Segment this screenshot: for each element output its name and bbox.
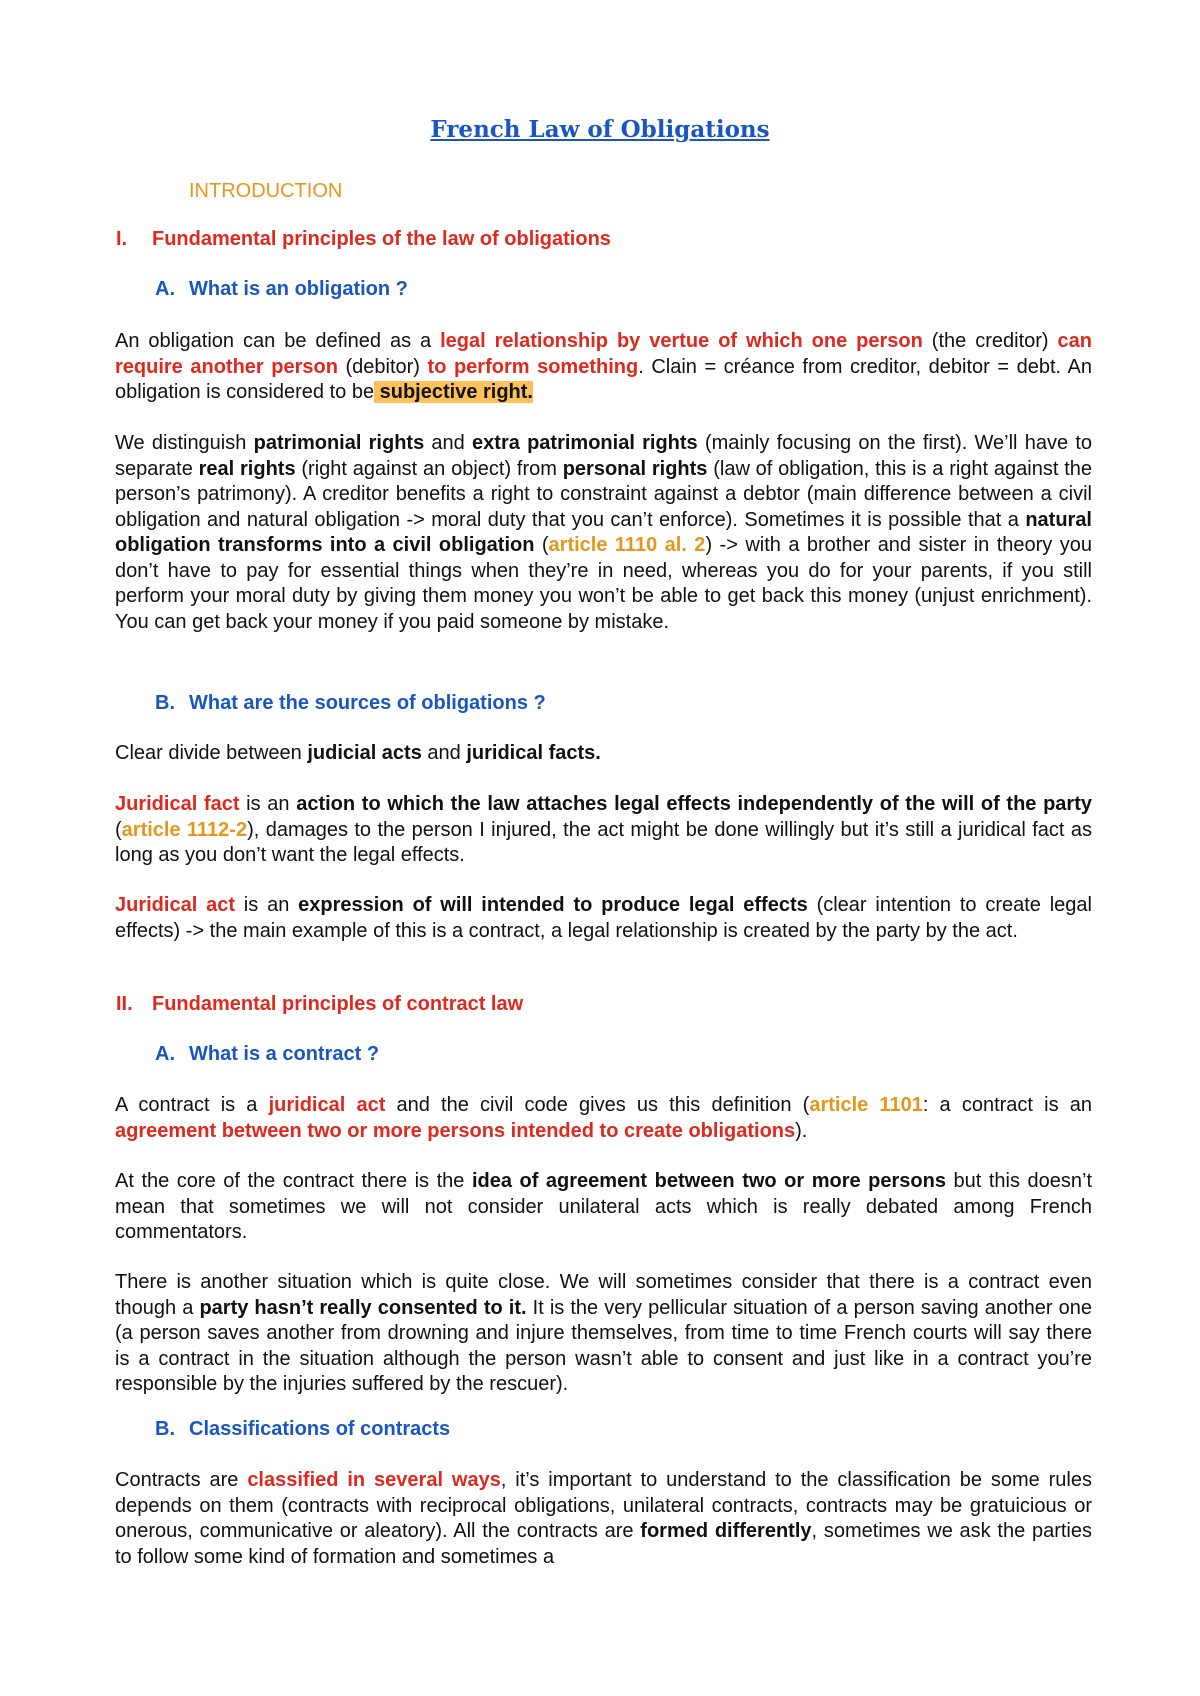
section-number: II. — [116, 993, 133, 1015]
document-title: French Law of Obligations — [430, 116, 770, 143]
paragraph-sources: Clear divide between judicial acts and juridical facts. — [115, 742, 601, 764]
section-2-heading — [116, 993, 523, 1016]
section-title: Fundamental principles of the law of obligations — [152, 228, 611, 250]
subsection-number: A. — [155, 1043, 175, 1065]
subsection-1b-heading — [155, 692, 546, 715]
article-reference: article 1110 al. 2 — [548, 534, 706, 556]
paragraph-core-agreement: At the core of the contract there is the idea of agreement between two or more persons but this doesn’t mean that sometimes we will not consider unilateral acts which is really debated among French commentators. — [115, 1170, 1093, 1243]
paragraph-juridical-act: Juridical act is an expression of will intended to produce legal effects (clear intention to create legal effects) -> the main example of this is a contract, a legal relationship is created by the party by the act. — [115, 894, 1092, 942]
article-reference: article 1112-2 — [121, 818, 248, 841]
section-number: I. — [116, 228, 128, 250]
subsection-title: What is a contract ? — [189, 1043, 380, 1065]
paragraph-juridical-fact: Juridical fact is an action to which the law attaches legal effects independently of the will of the party (article 1112-2), damages to the person I injured, the act might be done willingly but it’s still a juridical fact as long as you don’t want the legal effects. — [115, 793, 1092, 866]
paragraph-contract-definition: A contract is a juridical act and the civil code gives us this definition (article 1101: a contract is an agreement between two or more persons intended to create obligations). — [115, 1094, 1092, 1142]
section-title: Fundamental principles of contract law — [152, 993, 524, 1015]
paragraph-obligation-definition: An obligation can be defined as a legal relationship by vertue of which one person (the creditor) can require another person (debitor) to perform something. Clain = créance from creditor, debitor = debt. An obligation is considered to be subjective right. — [115, 330, 1092, 403]
article-reference: article 1101 — [809, 1094, 923, 1116]
subsection-number: A. — [155, 278, 175, 300]
paragraph-patrimonial-rights: We distinguish patrimonial rights and extra patrimonial rights (mainly focusing on the first). We’ll have to separate real rights (right against an object) from personal rights (law of obligation, this is a right against the person’s patrimony). A creditor benefits a right to constraint against a debtor (main difference between a civil obligation and natural obligation -> moral duty that you can’t enforce). Sometimes it is possible that a natural obligation transforms into a civil obligation (article 1110 al. 2) -> with a brother and sister in theory you don’t have to pay for essential things when they’re in need, whereas you do for your parents, if you still perform your moral duty by giving them money you won’t be able to get back this money (unjust enrichment). You can get back your money if you paid someone by mistake. — [115, 432, 1093, 633]
subsection-2a-heading — [155, 1043, 379, 1066]
subsection-title: Classifications of contracts — [189, 1418, 451, 1440]
paragraph-classifications: Contracts are classified in several ways, it’s important to understand to the classification be some rules depends on them (contracts with reciprocal obligations, unilateral contracts, contracts may be gratuicious or onerous, communicative or aleatory). All the contracts are formed differently, sometimes we ask the parties to follow some kind of formation and sometimes a — [115, 1469, 1092, 1568]
subsection-title: What is an obligation ? — [189, 278, 408, 300]
highlighted-term: subjective right. — [374, 381, 533, 403]
subsection-1a-heading — [155, 278, 408, 301]
subsection-2b-heading — [155, 1418, 450, 1441]
subsection-title: What are the sources of obligations ? — [189, 692, 546, 714]
subsection-number: B. — [155, 1418, 175, 1440]
section-1-heading — [116, 228, 611, 251]
paragraph-consent-situation: There is another situation which is quite close. We will sometimes consider that there is a contract even though a party hasn’t really consented to it. It is the very pellicular situation of a person saving another one (a person saves another from drowning and injure themselves, from time to time French courts will say there is a contract in the situation although the person wasn’t able to consent and just like in a contract you’re responsible by the injuries suffered by the rescuer). — [115, 1271, 1092, 1395]
subsection-number: B. — [155, 692, 175, 714]
introduction-label: INTRODUCTION — [189, 180, 343, 202]
